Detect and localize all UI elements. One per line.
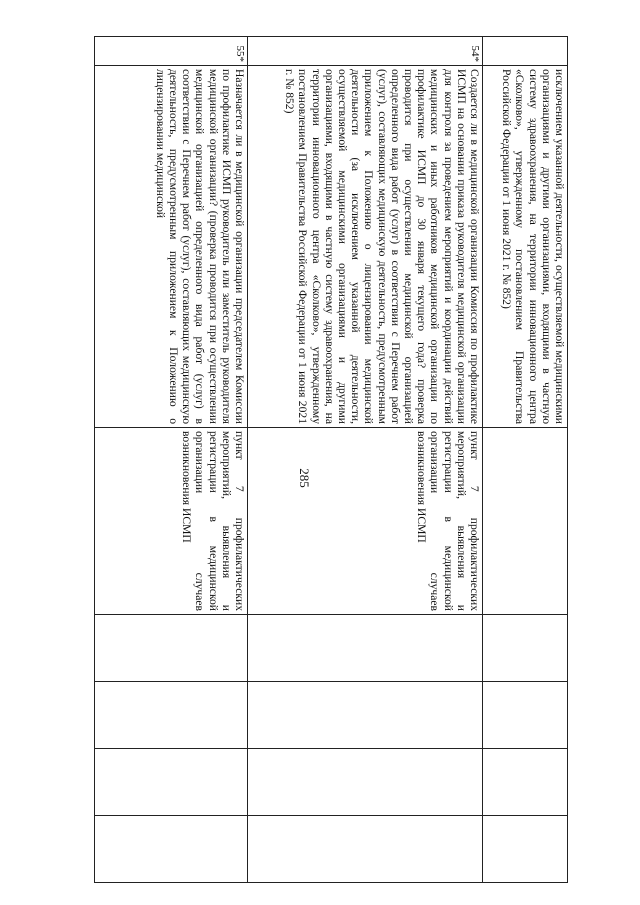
empty-cell bbox=[248, 615, 483, 682]
empty-cell bbox=[95, 615, 248, 682]
table-row bbox=[483, 37, 568, 883]
empty-cell bbox=[95, 749, 248, 816]
checklist-table bbox=[94, 36, 568, 883]
empty-cell bbox=[483, 816, 568, 883]
empty-cell bbox=[248, 682, 483, 749]
row-number: 54* bbox=[248, 37, 483, 66]
empty-cell bbox=[483, 615, 568, 682]
empty-cell bbox=[483, 749, 568, 816]
table-row bbox=[248, 37, 483, 883]
reference-cell: пункт 7 профилактических мероприятий, выявления и регистрации в медицинской организации случаев возникновения ИСМП bbox=[248, 428, 483, 615]
question-cell: исключением указанной деятельности, осуществляемой медицинскими организациями и другими организациями, входящими в частную систему здравоохранения, на территории инновационного центра «Сколково», утвержденному постановлением Правительства Российской Федерации от 1 июня 2021 г. № 852) bbox=[483, 66, 568, 428]
empty-cell bbox=[95, 682, 248, 749]
table-row bbox=[95, 37, 248, 883]
reference-cell: пункт 7 профилактических мероприятий, выявления и регистрации в медицинской организации случаев возникновения ИСМП bbox=[95, 428, 248, 615]
page-number: 285 bbox=[297, 468, 312, 488]
empty-cell bbox=[248, 816, 483, 883]
question-cell: Назначается ли в медицинской организации председателем Комиссии по профилактике ИСМП руководитель или заместитель руководителя медицинской организации? (проверка проводится при осуществлении медицинской организацией определенного вида работ (услуг) в соответствии с Перечнем работ (услуг), составляющих медицинскую деятельность, предусмотренным приложением к Положению о лицензировании медицинской bbox=[95, 66, 248, 428]
question-cell: Создается ли в медицинской организации Комиссия по профилактике ИСМП на основании приказа руководителя медицинской организации для контроля за проведением мероприятий и координации действий медицинских и иных работников медицинской организации по профилактике ИСМП до 30 января текущего года? проверка проводится при осуществлении медицинской организацией определенного вида работ (услуг) в соответствии с Перечнем работ (услуг), составляющих медицинскую деятельность, предусмотренным приложением к Положению о лицензировании медицинской деятельности (за исключением указанной деятельности, осуществляемой медицинскими организациями и другими организациями, входящими в частную систему здравоохранения, на территории инновационного центра «Сколково», утвержденному постановлением Правительства Российской Федерации от 1 июня 2021 г. № 852) bbox=[248, 66, 483, 428]
rotated-table-container bbox=[90, 36, 568, 856]
empty-cell bbox=[483, 682, 568, 749]
reference-cell bbox=[483, 428, 568, 615]
empty-cell bbox=[95, 816, 248, 883]
row-number bbox=[483, 37, 568, 66]
row-number: 55* bbox=[95, 37, 248, 66]
empty-cell bbox=[248, 749, 483, 816]
